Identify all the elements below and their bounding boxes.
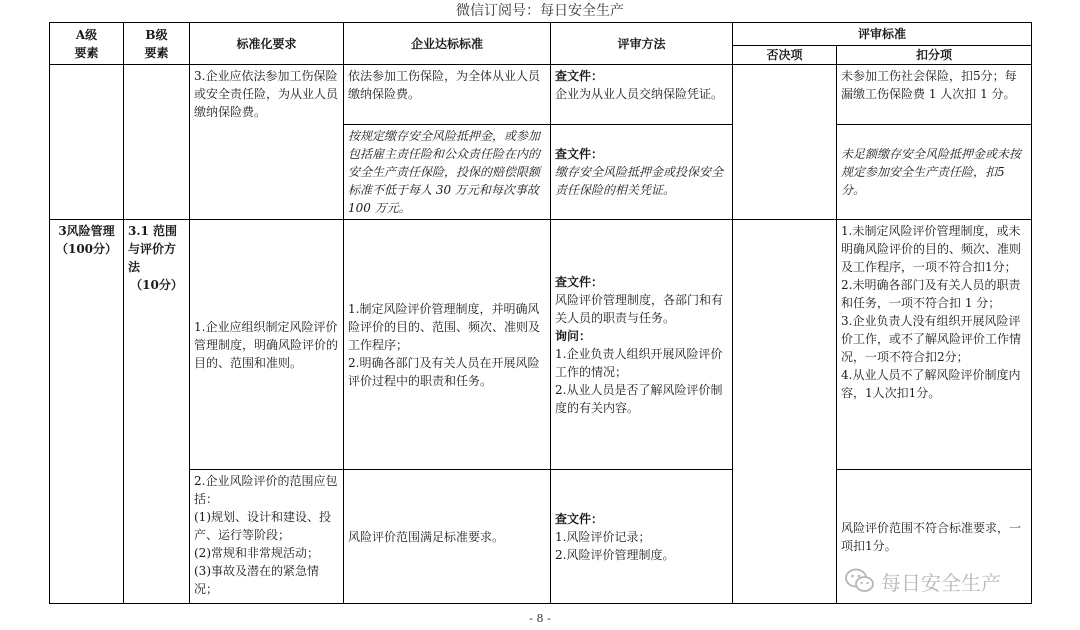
wechat-icon [845, 568, 875, 594]
cell-a-element: 3风险管理 （100分） [50, 220, 124, 604]
header-method: 评审方法 [551, 23, 733, 65]
header-a-level: A级 要素 [50, 23, 124, 65]
cell-deduct: 未足额缴存安全风险抵押金或未按规定参加安全生产责任险，扣5分。 [837, 125, 1032, 220]
cell-deduct: 风险评价范围不符合标准要求，一项扣1分。 [837, 470, 1032, 604]
cell-method: 查文件： 风险评价管理制度，各部门和有关人员的职责与任务。 询问： 1.企业负责人组织开展风险评价工作的情况； 2.从业人员是否了解风险评价制度的有关内容。 [551, 220, 733, 470]
header-standard: 企业达标标准 [344, 23, 551, 65]
page-number: - 8 - [529, 612, 551, 625]
header-review-standard: 评审标准 [733, 23, 1032, 46]
header-deduct: 扣分项 [837, 46, 1032, 65]
cell-method: 查文件： 缴存安全风险抵押金或投保安全责任保险的相关凭证。 [551, 125, 733, 220]
cell-method: 查文件： 1.风险评价记录； 2.风险评价管理制度。 [551, 470, 733, 604]
cell-deduct: 1.未制定风险评价管理制度，或未明确风险评价的目的、频次、准则及工作程序，一项不符合扣1分； 2.未明确各部门及有关人员的职责和任务，一项不符合扣 1 分； 3.企业负责人没有组织开展风险评价工作，或不了解风险评价工作情况，一项不符合扣2分； 4.从业人员不了解风险评价制度内容，1人次扣1分。 [837, 220, 1032, 470]
watermark-text: 每日安全生产 [881, 570, 1001, 595]
standard-table [49, 22, 1032, 604]
cell-deduct: 未参加工伤社会保险，扣5分；每漏缴工伤保险费 1 人次扣 1 分。 [837, 65, 1032, 125]
cell-b-element: 3.1 范围与评价方法 （10分） [124, 220, 190, 604]
cell-standard: 按规定缴存安全风险抵押金，或参加包括雇主责任险和公众责任险在内的安全生产责任保险，投保的赔偿限额标准不低于每人 30 万元和每次事故 100 万元。 [344, 125, 551, 220]
cell-requirement: 2.企业风险评价的范围应包括： (1)规划、设计和建设、投产、运行等阶段； (2)常规和非常规活动； (3)事故及潜在的紧急情况； [190, 470, 344, 604]
cell-b-empty [124, 65, 190, 220]
cell-method: 查文件： 企业为从业人员交纳保险凭证。 [551, 65, 733, 125]
cell-standard: 依法参加工伤保险，为全体从业人员缴纳保险费。 [344, 65, 551, 125]
cell-a-empty [50, 65, 124, 220]
header-b-level: B级 要素 [124, 23, 190, 65]
cell-requirement: 1.企业应组织制定风险评价管理制度，明确风险评价的目的、范围和准则。 [190, 220, 344, 470]
header-veto: 否决项 [733, 46, 837, 65]
cell-standard: 1.制定风险评价管理制度，并明确风险评价的目的、范围、频次、准则及工作程序； 2.明确各部门及有关人员在开展风险评价过程中的职责和任务。 [344, 220, 551, 470]
table-row [50, 220, 1032, 470]
header-requirement: 标准化要求 [190, 23, 344, 65]
cell-veto [733, 65, 837, 220]
wechat-watermark [845, 566, 1001, 596]
cell-requirement: 3.企业应依法参加工伤保险或安全责任险，为从业人员缴纳保险费。 [190, 65, 344, 220]
table-row [50, 65, 1032, 125]
cell-veto [733, 220, 837, 604]
subscription-header: 微信订阅号：每日安全生产 [456, 3, 624, 19]
cell-standard: 风险评价范围满足标准要求。 [344, 470, 551, 604]
